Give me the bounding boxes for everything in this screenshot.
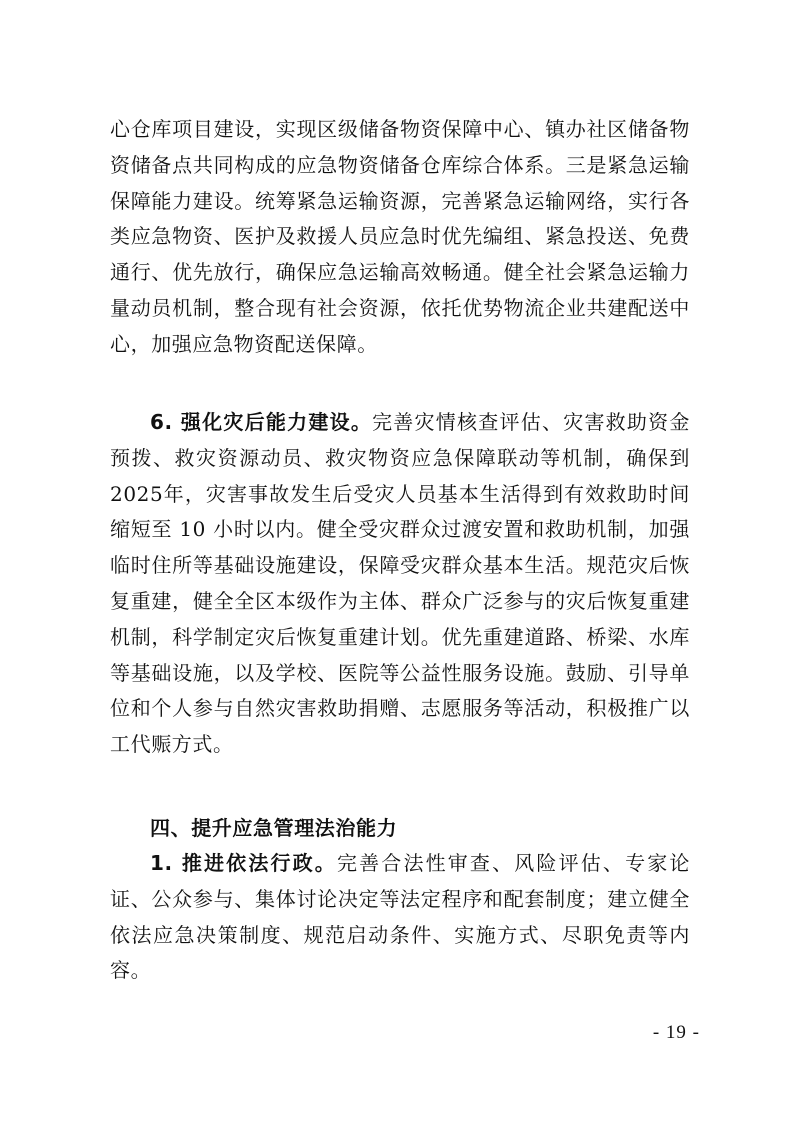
section-heading: 四、提升应急管理法治能力	[150, 816, 398, 840]
page-number: - 19 -	[652, 1022, 700, 1043]
paragraph-text: 完善合法性审查、风险评估、专家论证、公众参与、集体讨论决定等法定程序和配套制度；建立健全依法应急决策制度、规范启动条件、实施方式、尽职免责等内容。	[110, 851, 690, 983]
body-paragraph	[110, 846, 690, 989]
body-paragraph: 心仓库项目建设，实现区级储备物资保障中心、镇办社区储备物资储备点共同构成的应急物资储备仓库综合体系。三是紧急运输保障能力建设。统筹紧急运输资源，完善紧急运输网络，实行各类应急物资、医护及救援人员应急时优先编组、紧急投送、免费通行、优先放行，确保应急运输高效畅通。健全社会紧急运输力量动员机制，整合现有社会资源，依托优势物流企业共建配送中心，加强应急物资配送保障。	[110, 117, 690, 356]
paragraph-text: 完善灾情核查评估、灾害救助资金预拨、救灾资源动员、救灾物资应急保障联动等机制，确保到2025年，灾害事故发生后受灾人员基本生活得到有效救助时间缩短至 10 小时以内。健全受灾群众过渡安置和救助机制，加强临时住所等基础设施建设，保障受灾群众基本生活。规范灾后恢复重建，健全全区本级作为主体、群众广泛参与的灾后恢复重建机制，科学制定灾后恢复重建计划。优先重建道路、桥梁、水库等基础设施，以及学校、医院等公益性服务设施。鼓励、引导单位和个人参与自然灾害救助捐赠、志愿服务等活动，积极推广以工代赈方式。	[110, 410, 690, 757]
paragraph-lead-heading: 6. 强化灾后能力建设。	[150, 410, 373, 434]
body-paragraph	[110, 405, 690, 763]
paragraph-lead-heading: 1. 推进依法行政。	[150, 851, 337, 875]
